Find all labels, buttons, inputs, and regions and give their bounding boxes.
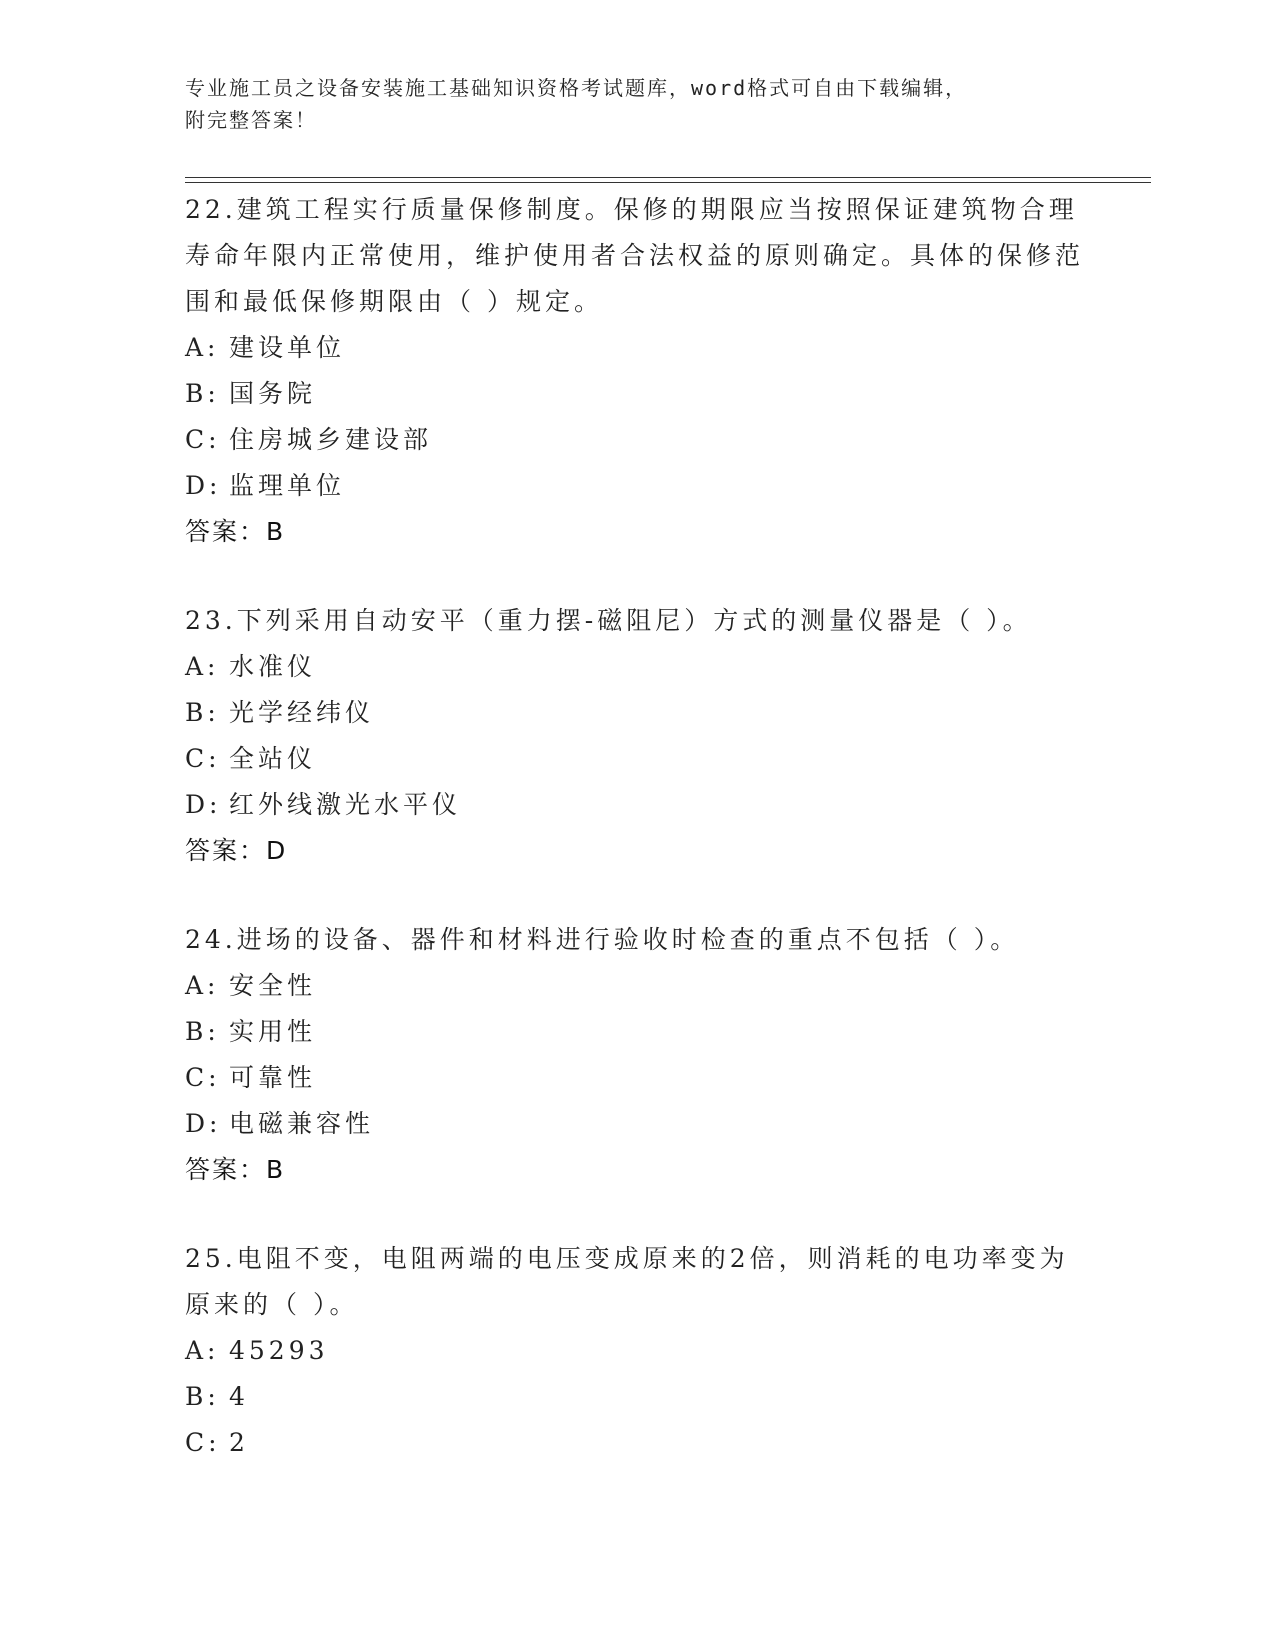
option-c — [185, 736, 1085, 782]
option-d — [185, 463, 1085, 509]
option-key: A: — [185, 652, 220, 681]
option-b — [185, 1009, 1085, 1055]
option-c — [185, 1055, 1085, 1101]
option-key: B: — [185, 1017, 220, 1046]
answer-line: 答案：D — [185, 836, 288, 865]
option-a — [185, 1328, 1085, 1374]
option-text: 监理单位 — [229, 471, 346, 500]
option-key: C: — [185, 1428, 221, 1457]
answer-line: 答案：B — [185, 1155, 286, 1184]
option-key: D: — [185, 790, 222, 819]
answer-line: 答案：B — [185, 517, 286, 546]
option-b — [185, 371, 1085, 417]
option-a — [185, 325, 1085, 371]
question-25 — [185, 1236, 1085, 1466]
option-c — [185, 417, 1085, 463]
question-stem: 24.进场的设备、器件和材料进行验收时检查的重点不包括（ ）。 — [185, 925, 1020, 954]
option-text: 4 — [229, 1382, 249, 1411]
header-line-1: 专业施工员之设备安装施工基础知识资格考试题库，word格式可自由下载编辑， — [185, 76, 968, 100]
option-key: A: — [185, 1336, 220, 1365]
question-22 — [185, 187, 1085, 555]
option-key: A: — [185, 333, 220, 362]
question-stem: 25.电阻不变，电阻两端的电压变成原来的2倍，则消耗的电功率变为原来的（ ）。 — [185, 1244, 1069, 1319]
option-text: 光学经纬仪 — [229, 698, 375, 727]
document-header — [185, 72, 1085, 136]
option-text: 住房城乡建设部 — [229, 425, 433, 454]
option-key: C: — [185, 744, 221, 773]
option-key: D: — [185, 1109, 222, 1138]
option-text: 建设单位 — [229, 333, 346, 362]
option-key: B: — [185, 1382, 220, 1411]
option-d — [185, 1101, 1085, 1147]
header-line-2: 附完整答案！ — [185, 108, 317, 132]
option-text: 电磁兼容性 — [229, 1109, 375, 1138]
option-text: 全站仪 — [229, 744, 317, 773]
option-key: C: — [185, 1063, 221, 1092]
option-text: 国务院 — [229, 379, 317, 408]
option-text: 实用性 — [229, 1017, 317, 1046]
option-text: 安全性 — [229, 971, 317, 1000]
header-divider-bottom — [185, 182, 1151, 183]
option-text: 45293 — [229, 1336, 329, 1365]
option-key: C: — [185, 425, 221, 454]
header-divider-top — [185, 177, 1151, 178]
question-24 — [185, 917, 1085, 1193]
option-key: D: — [185, 471, 222, 500]
option-b — [185, 690, 1085, 736]
option-key: B: — [185, 379, 220, 408]
option-b — [185, 1374, 1085, 1420]
question-stem: 23.下列采用自动安平（重力摆-磁阻尼）方式的测量仪器是（ ）。 — [185, 606, 1032, 635]
option-a — [185, 963, 1085, 1009]
option-text: 红外线激光水平仪 — [229, 790, 462, 819]
question-stem: 22.建筑工程实行质量保修制度。保修的期限应当按照保证建筑物合理寿命年限内正常使用，维护使用者合法权益的原则确定。具体的保修范围和最低保修期限由（ ）规定。 — [185, 195, 1085, 316]
option-text: 2 — [229, 1428, 249, 1457]
option-d — [185, 782, 1085, 828]
option-c — [185, 1420, 1085, 1466]
option-a — [185, 644, 1085, 690]
question-23 — [185, 598, 1085, 874]
option-key: B: — [185, 698, 220, 727]
option-text: 可靠性 — [229, 1063, 317, 1092]
option-text: 水准仪 — [229, 652, 317, 681]
option-key: A: — [185, 971, 220, 1000]
